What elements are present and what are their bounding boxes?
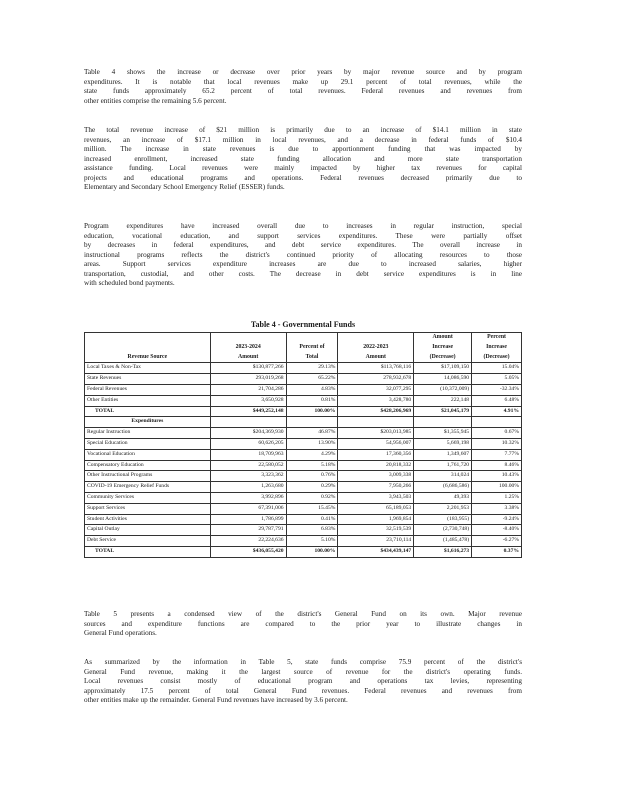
percent-change: -32.34% [472,384,522,395]
paragraph-line: Local revenues consist mostly of educational program and operations tax levies, representing [84,677,522,685]
percent-of-total: 0.81% [286,395,338,406]
paragraph-line: Elementary and Secondary School Emergency Relief (ESSER) funds. [84,183,285,191]
amount-2023: 1,969,854 [338,514,414,525]
header-amount-change-2: Increase [414,343,472,353]
header-revenue-source: Revenue Source [127,353,168,360]
amount-2024: 60,626,205 [210,438,286,449]
paragraph-line: expenditures. It is notable that local revenues make up 29.1 percent of total revenues, while the [84,77,522,86]
amount-2023: 20,818,332 [338,460,414,471]
percent-of-total: 5.10% [286,536,338,547]
header-percent-total-2: Total [286,353,338,363]
revenue-row [85,395,522,406]
amount-2024: 293,019,268 [210,374,286,385]
percent-of-total: 4.29% [286,449,338,460]
amount-change: (183,955) [414,514,472,525]
expenditure-row [85,536,522,547]
revenue-total-row [85,406,522,417]
total-2023: $428,206,969 [338,406,414,417]
amount-change: 222,148 [414,395,472,406]
expenditure-rows [85,428,522,547]
percent-of-total: 13.90% [286,438,338,449]
row-label: Student Activities [87,515,127,522]
percent-change: -9.24% [472,514,522,525]
header-percent-change-1: Percent [472,333,522,343]
total-label: TOTAL [95,547,115,554]
governmental-funds-table [84,332,522,558]
percent-of-total: 29.13% [286,363,338,374]
header-percent-change-2: Increase [472,343,522,353]
amount-2023: 278,932,678 [338,374,414,385]
paragraph-line: sources and expenditure functions are compared to the prior year to illustrate changes in [84,619,522,628]
row-label: Compensatory Education [87,461,144,468]
paragraph-line: Table 5 presents a condensed view of the district's General Fund on its own. Major revenue [84,610,522,618]
paragraph-line: by decreases in federal expenditures, and debt service expenditures. The overall increase in [84,241,522,249]
percent-of-total: 0.76% [286,471,338,482]
row-label: Community Services [87,493,135,500]
row-label: Regular Instruction [87,429,131,436]
revenue-row [85,384,522,395]
percent-of-total: 15.45% [286,503,338,514]
amount-2024: 1,263,680 [210,482,286,493]
revenue-rows [85,363,522,406]
paragraph-line: Table 4 shows the increase or decrease over prior years by major revenue source and by program [84,68,522,76]
amount-change: 1,349,607 [414,449,472,460]
percent-change: 3.38% [472,503,522,514]
revenue-row [85,374,522,385]
header-empty [85,333,211,343]
total-change: $21,045,179 [414,406,472,417]
percent-change: 10.32% [472,438,522,449]
percent-change: 100.00% [472,482,522,493]
total-pct: 100.00% [286,406,338,417]
paragraph-line: areas. Support services expenditure increases are due to increased salaries, higher [84,260,522,268]
percent-of-total: 6.83% [286,525,338,536]
percent-change: 5.05% [472,374,522,385]
paragraph-table5-intro [84,610,522,639]
percent-of-total: 65.22% [286,374,338,385]
percent-change: -8.40% [472,525,522,536]
amount-change: (6,686,586) [414,482,472,493]
percent-change: 15.04% [472,363,522,374]
paragraph-line: state funds approximately 65.2 percent of total revenues. Federal revenues and revenues from [84,87,522,95]
header-empty [286,333,338,343]
paragraph-line: with scheduled bond payments. [84,279,175,287]
total-pct-change: 0.37% [472,546,522,557]
header-percent-change-3: (Decrease) [472,353,522,363]
amount-2024: 22,580,052 [210,460,286,471]
total-2023: $434,439,147 [338,546,414,557]
amount-change: (10,372,009) [414,384,472,395]
paragraph-line: General Fund revenue, making it the largest source of revenue for the district's operating funds. [84,667,522,676]
paragraph-line: increased enrollment, increased state funding allocation and more state transportation [84,154,522,163]
total-2024: $449,252,148 [210,406,286,417]
amount-change: 5,669,198 [414,438,472,449]
paragraph-line: Program expenditures have increased overall due to increases in regular instruction, special [84,222,522,230]
amount-2023: $113,768,116 [338,363,414,374]
percent-change: 6.48% [472,395,522,406]
amount-change: $17,109,150 [414,363,472,374]
row-label: Special Education [87,439,128,446]
amount-change: $1,355,945 [414,428,472,439]
paragraph-line: instructional programs reflects the district's continued priority of allocating resources to those [84,250,522,259]
percent-change: 8.46% [472,460,522,471]
table-title: Table 4 - Governmental Funds [250,320,356,329]
amount-change: 14,086,590 [414,374,472,385]
amount-2024: $204,369,930 [210,428,286,439]
percent-change: 7.77% [472,449,522,460]
amount-2023: 3,428,780 [338,395,414,406]
amount-2024: $130,877,266 [210,363,286,374]
percent-of-total: 0.29% [286,482,338,493]
row-label: Vocational Education [87,450,135,457]
expenditure-row [85,492,522,503]
percent-change: -6.27% [472,536,522,547]
expenditure-row [85,460,522,471]
row-label: State Revenues [87,375,122,382]
amount-change: (2,730,748) [414,525,472,536]
row-label: Capital Outlay [87,526,120,533]
amount-2023: 17,360,356 [338,449,414,460]
expenditures-heading: Expenditures [131,418,164,425]
paragraph-line: projects and educational programs and operations. Federal revenues decreased primarily due to [84,173,522,182]
percent-of-total: 0.92% [286,492,338,503]
header-percent-total-1: Percent of [286,343,338,353]
expenditure-row [85,514,522,525]
amount-2023: 32,077,295 [338,384,414,395]
paragraph-program-expenditures [84,222,522,289]
total-pct-change: 4.91% [472,406,522,417]
amount-2024: 18,709,963 [210,449,286,460]
header-2024-amount: Amount [210,353,286,363]
percent-of-total: 5.18% [286,460,338,471]
total-pct: 100.00% [286,546,338,557]
amount-2023: 7,950,266 [338,482,414,493]
row-label: Local Taxes & Non-Tax [87,364,141,371]
total-label: TOTAL [95,407,115,414]
amount-change: 314,024 [414,471,472,482]
amount-2024: 3,650,928 [210,395,286,406]
amount-2023: 23,710,114 [338,536,414,547]
paragraph-line: The total revenue increase of $21 million is primarily due to an increase of $14.1 million in state [84,126,522,134]
amount-2024: 21,704,286 [210,384,286,395]
row-label: Federal Revenues [87,385,127,392]
amount-change: 1,761,720 [414,460,472,471]
header-2024-year: 2023-2024 [210,343,286,353]
row-label: Other Instructional Programs [87,472,153,479]
expenditure-row [85,471,522,482]
header-2023-year: 2022-2023 [338,343,414,353]
expenditures-heading-row [85,417,522,428]
paragraph-line: other entities make up the remainder. General Fund revenues have increased by 3.6 percent. [84,696,348,704]
paragraph-line: million. The increase in state revenues is due to apportionment funding that was impacted by [84,145,522,153]
paragraph-line: approximately 17.5 percent of total General Fund revenues. Federal revenues and revenues from [84,686,522,695]
expenditure-row [85,449,522,460]
row-label: Other Entities [87,396,119,403]
percent-of-total: 4.83% [286,384,338,395]
expenditure-row [85,438,522,449]
total-2024: $436,055,420 [210,546,286,557]
header-amount-change-1: Amount [414,333,472,343]
amount-2024: 3,992,896 [210,492,286,503]
amount-2023: 54,956,007 [338,438,414,449]
header-empty [85,343,211,353]
amount-2024: 1,786,899 [210,514,286,525]
percent-of-total: 46.87% [286,428,338,439]
row-label: Support Services [87,504,126,511]
paragraph-general-fund-summary [84,658,522,706]
amount-2023: $203,013,985 [338,428,414,439]
row-label: COVID-19 Emergency Relief Funds [87,483,170,490]
amount-2024: 22,224,636 [210,536,286,547]
amount-2024: 67,391,006 [210,503,286,514]
row-label: Debt Service [87,537,117,544]
amount-2024: 29,787,791 [210,525,286,536]
expenditure-total-row [85,546,522,557]
paragraph-line: As summarized by the information in Table 5, state funds comprise 75.9 percent of the district's [84,658,522,666]
percent-change: 10.43% [472,471,522,482]
paragraph-line: revenues, an increase of $17.1 million in local revenues, and a decrease in federal funds of $10.4 [84,135,522,144]
amount-2023: 32,519,539 [338,525,414,536]
amount-change: (1,485,478) [414,536,472,547]
amount-change: 2,201,953 [414,503,472,514]
expenditure-row [85,428,522,439]
header-amount-change-3: (Decrease) [414,353,472,363]
revenue-row [85,363,522,374]
paragraph-line: General Fund operations. [84,629,157,637]
header-empty [210,333,286,343]
amount-2023: 65,189,053 [338,503,414,514]
paragraph-line: education, vocational education, and support services expenditures. These were partially offset [84,231,522,240]
expenditure-row [85,482,522,493]
amount-2024: 3,323,362 [210,471,286,482]
expenditure-row [85,525,522,536]
amount-2023: 3,943,503 [338,492,414,503]
total-change: $1,616,273 [414,546,472,557]
paragraph-table4-summary [84,68,522,106]
paragraph-line: assistance funding. Local revenues were mainly impacted by higher tax revenues for capital [84,164,522,172]
expenditure-row [85,503,522,514]
amount-change: 49,393 [414,492,472,503]
header-2023-amount: Amount [338,353,414,363]
paragraph-line: transportation, custodial, and other costs. The decrease in debt service expenditures is in line [84,269,522,278]
amount-2023: 3,009,338 [338,471,414,482]
paragraph-line: other entities comprise the remaining 5.6 percent. [84,96,227,105]
percent-change: 1.25% [472,492,522,503]
header-empty [338,333,414,343]
percent-change: 0.67% [472,428,522,439]
percent-of-total: 0.41% [286,514,338,525]
paragraph-revenue-increase [84,126,522,193]
